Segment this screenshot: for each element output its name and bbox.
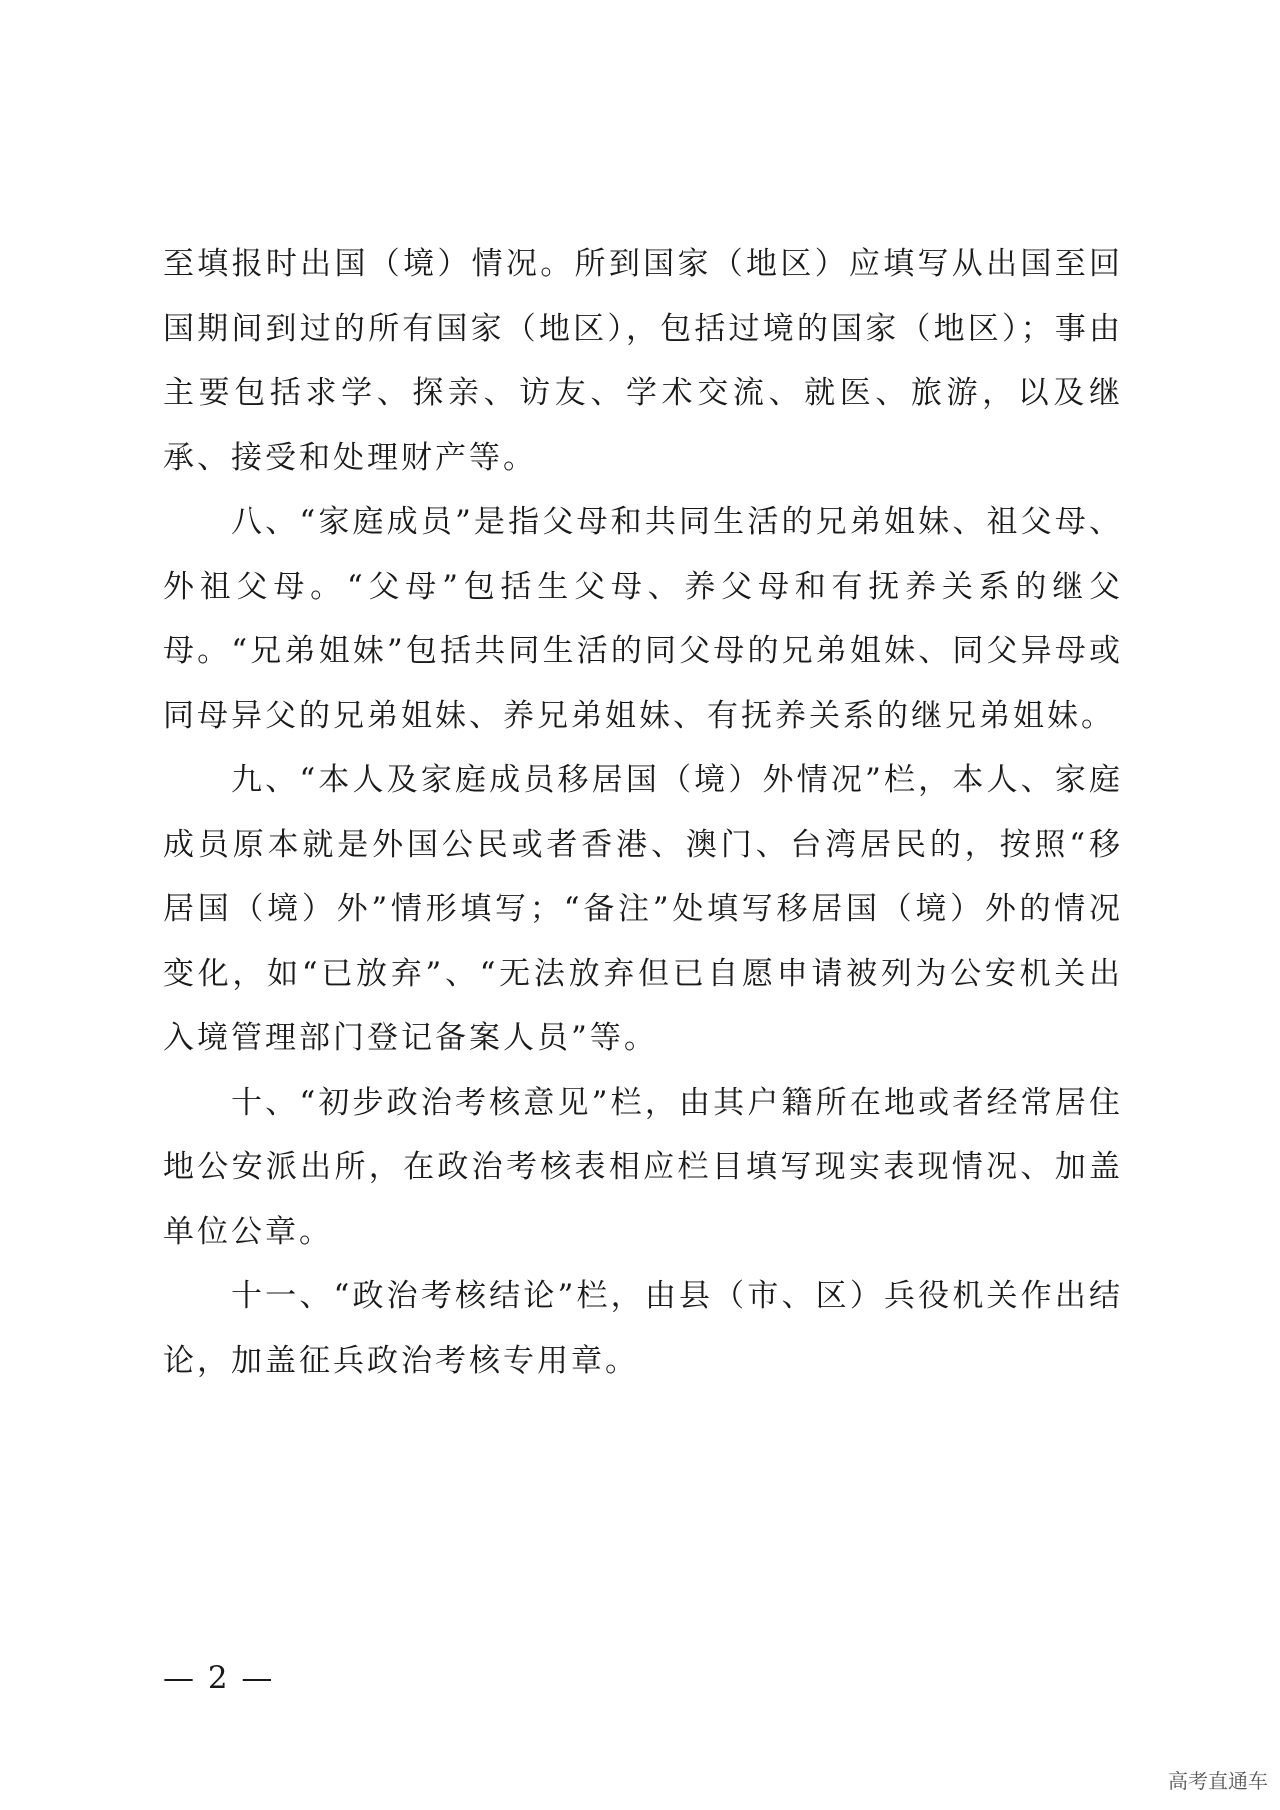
document-body bbox=[163, 232, 1123, 1393]
page-number: — 2 — bbox=[163, 1660, 275, 1696]
paragraph-continuation: 至填报时出国（境）情况。所到国家（地区）应填写从出国至回国期间到过的所有国家（地区），包括过境的国家（地区）；事由主要包括求学、探亲、访友、学术交流、就医、旅游，以及继承、接受和处理财产等。 bbox=[163, 246, 1123, 476]
watermark-text: 高考直通车 bbox=[1168, 1769, 1268, 1793]
paragraph-item-11: 十一、“政治考核结论”栏，由县（市、区）兵役机关作出结论，加盖征兵政治考核专用章。 bbox=[163, 1278, 1123, 1379]
paragraph-item-10: 十、“初步政治考核意见”栏，由其户籍所在地或者经常居住地公安派出所，在政治考核表相应栏目填写现实表现情况、加盖单位公章。 bbox=[163, 1084, 1123, 1250]
paragraph-item-8: 八、“家庭成员”是指父母和共同生活的兄弟姐妹、祖父母、外祖父母。“父母”包括生父母、养父母和有抚养关系的继父母。“兄弟姐妹”包括共同生活的同父母的兄弟姐妹、同父异母或同母异父的兄弟姐妹、养兄弟姐妹、有抚养关系的继兄弟姐妹。 bbox=[163, 504, 1123, 734]
paragraph-item-9: 九、“本人及家庭成员移居国（境）外情况”栏，本人、家庭成员原本就是外国公民或者香港、澳门、台湾居民的，按照“移居国（境）外”情形填写；“备注”处填写移居国（境）外的情况变化，如“已放弃”、“无法放弃但已自愿申请被列为公安机关出入境管理部门登记备案人员”等。 bbox=[163, 762, 1123, 1056]
